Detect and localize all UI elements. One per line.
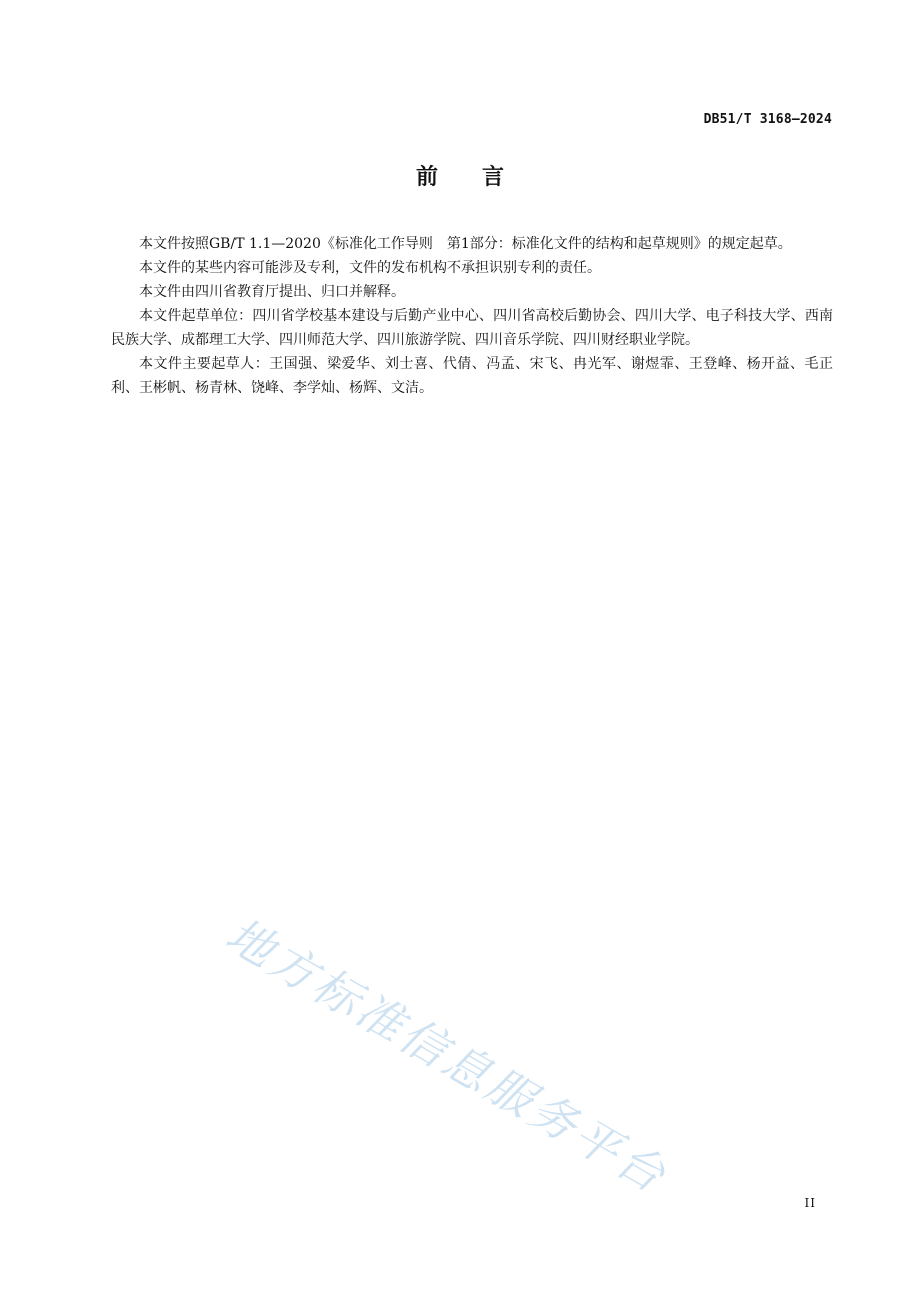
paragraph-proposer: 本文件由四川省教育厅提出、归口并解释。 <box>139 284 405 300</box>
paragraph-drafting-basis: 本文件按照GB/T 1.1—2020《标准化工作导则 第1部分：标准化文件的结构和起草规则》的规定起草。 <box>139 236 792 252</box>
watermark: 地方标准信息服务平台 <box>217 907 678 1204</box>
paragraph-drafting-units: 本文件起草单位：四川省学校基本建设与后勤产业中心、四川省高校后勤协会、四川大学、电子科技大学、西南民族大学、成都理工大学、四川师范大学、四川旅游学院、四川音乐学院、四川财经职业学院。 <box>111 308 833 348</box>
paragraph-drafters: 本文件主要起草人：王国强、梁爱华、刘士喜、代倩、冯孟、宋飞、冉光军、谢煜霏、王登峰、杨开益、毛正利、王彬帆、杨青林、饶峰、李学灿、杨辉、文洁。 <box>111 356 833 396</box>
paragraph-patent-notice: 本文件的某些内容可能涉及专利，文件的发布机构不承担识别专利的责任。 <box>139 260 601 276</box>
document-code: DB51/T 3168—2024 <box>703 112 832 127</box>
page-number: II <box>804 1196 816 1210</box>
foreword-body <box>111 232 833 400</box>
page-title: 前言 <box>415 165 548 190</box>
